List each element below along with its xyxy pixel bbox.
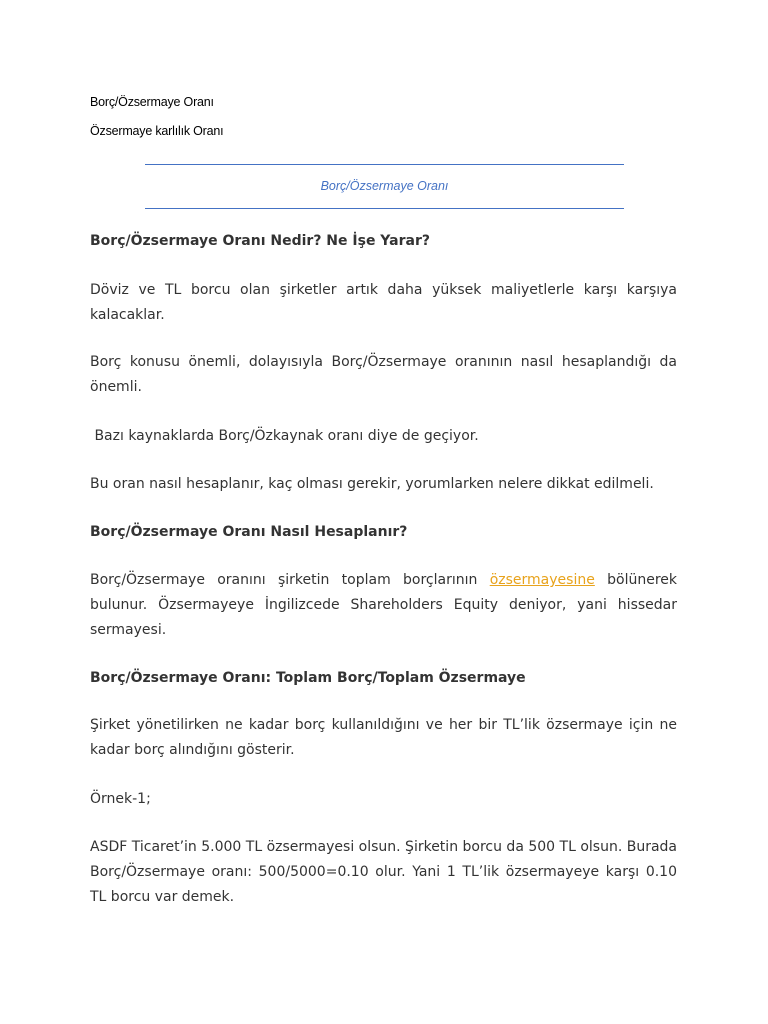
heading-formul: Borç/Özsermaye Oranı: Toplam Borç/Toplam Özsermaye [90,670,526,686]
toc-item-ozsermaye-karlilik[interactable]: Özsermaye karlılık Oranı [90,124,224,138]
toc-bottom-divider [145,208,624,209]
paragraph-doviz: Döviz ve TL borcu olan şirketler artık daha yüksek maliyetlerle karşı karşıya kalacaklar. [90,282,677,323]
paragraph-ozkaynak: Bazı kaynaklarda Borç/Özkaynak oranı diye de geçiyor. [90,428,479,444]
paragraph-hesaplama-text-2: bölünerek bulunur. Özsermayeye İngilizcede Shareholders Equity deniyor, yani hissedar sermayesi. [90,572,678,638]
paragraph-ornek-label: Örnek-1; [90,791,151,807]
toc-top-divider [145,164,624,165]
heading-nedir: Borç/Özsermaye Oranı Nedir? Ne İşe Yarar? [90,233,430,249]
paragraph-ornek-1: ASDF Ticaret’in 5.000 TL özsermayesi olsun. Şirketin borcu da 500 TL olsun. Burada Borç/Özsermaye oranı: 500/5000=0.10 olur. Yani 1 TL’lik özsermayeye karşı 0.10 TL borcu var demek. [90,839,677,905]
paragraph-nasil-hesaplanir: Bu oran nasıl hesaplanır, kaç olması gerekir, yorumlarken nelere dikkat edilmeli. [90,476,654,492]
heading-hesaplanir: Borç/Özsermaye Oranı Nasıl Hesaplanır? [90,524,408,540]
paragraph-hesaplama-text-1: Borç/Özsermaye oranını şirketin toplam borçlarının [90,572,490,588]
toc-caption: Borç/Özsermaye Oranı [320,179,449,193]
ozsermaye-link[interactable]: özsermayesine [489,572,595,588]
paragraph-borc-konusu: Borç konusu önemli, dolayısıyla Borç/Özsermaye oranının nasıl hesaplandığı da önemli. [90,354,677,395]
paragraph-hesaplama [90,568,677,643]
toc-item-borc-ozsermaye[interactable]: Borç/Özsermaye Oranı [90,95,214,109]
paragraph-sirket-yonetilirken: Şirket yönetilirken ne kadar borç kullanıldığını ve her bir TL’lik özsermaye için ne kadar borç alındığını gösterir. [90,717,677,758]
